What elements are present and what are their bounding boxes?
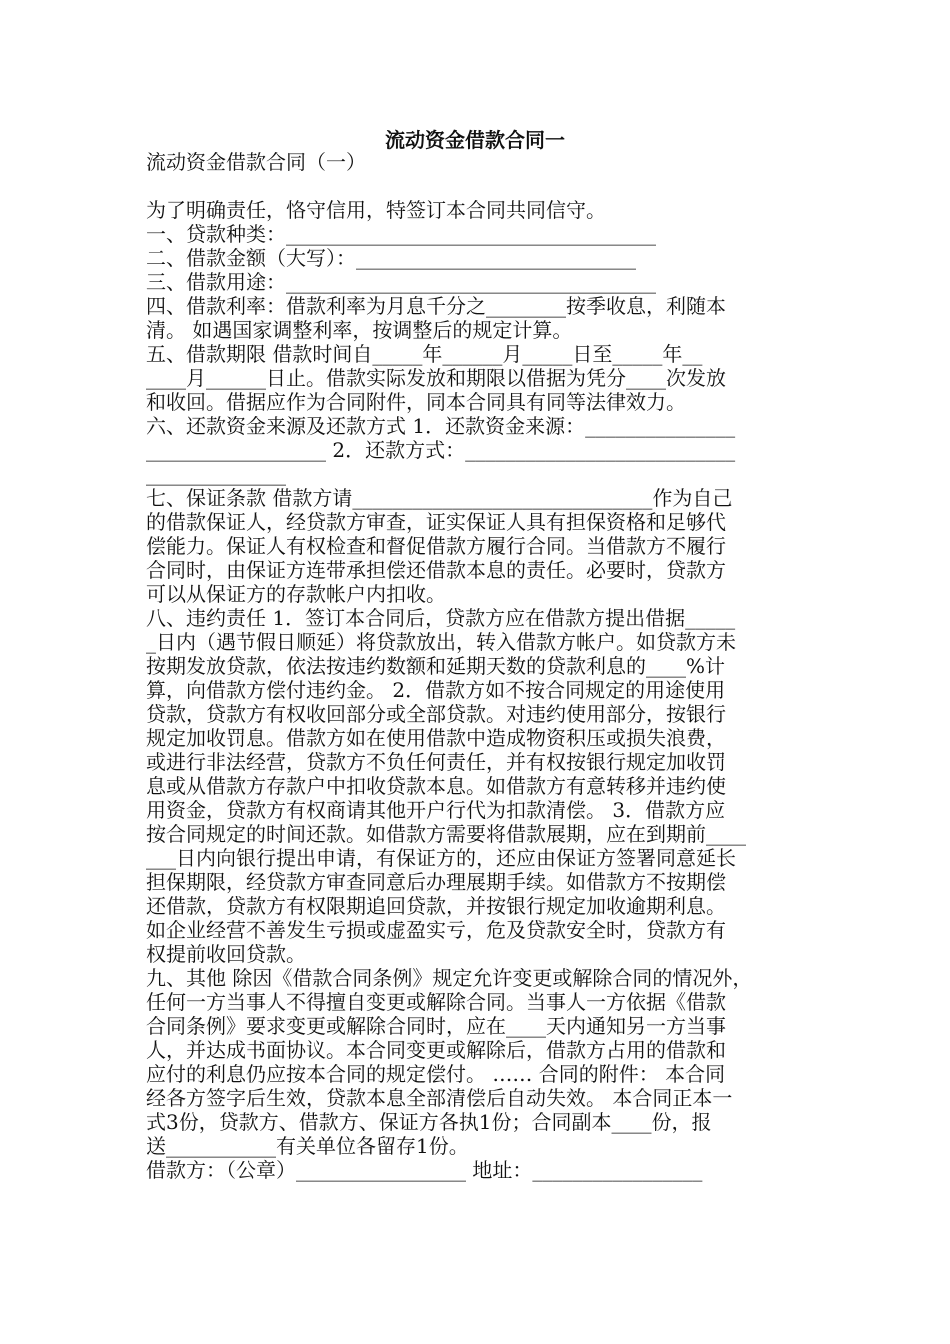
document-line: 人，并达成书面协议。本合同变更或解除后，借款方占用的借款和 [146,1038,726,1062]
document-line [146,174,816,198]
document-line: ____月______日止。借款实际发放和期限以借据为凭分____次发放 [146,366,726,390]
document-line: 经各方签字后生效，贷款本息全部清偿后自动失效。 本合同正本一 [146,1086,733,1110]
document-line: 贷款，贷款方有权收回部分或全部贷款。对违约使用部分，按银行 [146,702,726,726]
document-line: 送___________有关单位各留存1份。 [146,1134,469,1158]
document-line: 流动资金借款合同（一） [146,150,366,174]
document-line: 如企业经营不善发生亏损或虚盈实亏，危及贷款安全时，贷款方有 [146,918,726,942]
document-line: 规定加收罚息。借款方如在使用借款中造成物资积压或损失浪费， [146,726,726,750]
document-line: 的借款保证人，经贷款方审查，证实保证人具有担保资格和足够代 [146,510,726,534]
document-line: 借款方：（公章）_________________ 地址：_________________ [146,1158,703,1182]
document-line: 为了明确责任，恪守信用，特签订本合同共同信守。 [146,198,606,222]
document-line: 用资金，贷款方有权商请其他开户行代为扣款清偿。 3．借款方应 [146,798,726,822]
document-line: 五、借款期限 借款时间自_____年______月_____日至_____年__ [146,342,703,366]
document-line: 任何一方当事人不得擅自变更或解除合同。当事人一方依据《借款 [146,990,726,1014]
document-line: 按期发放贷款，依法按违约数额和延期天数的贷款利息的____%计 [146,654,726,678]
document-line: 权提前收回贷款。 [146,942,306,966]
document-line: 担保期限，经贷款方审查同意后办理展期手续。如借款方不按期偿 [146,870,726,894]
document-line: 息或从借款方存款户中扣收贷款本息。如借款方有意转移并违约使 [146,774,726,798]
document-line: 合同时，由保证方连带承担偿还借款本息的责任。必要时，贷款方 [146,558,726,582]
document-line: 可以从保证方的存款帐户内扣收。 [146,582,446,606]
document-line: ___日内向银行提出申请，有保证方的，还应由保证方签署同意延长 [146,846,736,870]
document-line: 清。 如遇国家调整利率，按调整后的规定计算。 [146,318,573,342]
document-line: 或进行非法经营，贷款方不负任何责任，并有权按银行规定加收罚 [146,750,726,774]
document-line: ______________ [146,462,286,486]
document-line: 算，向借款方偿付违约金。 2．借款方如不按合同规定的用途使用 [146,678,726,702]
document-line: 六、还款资金来源及还款方式 1．还款资金来源：_______________ [146,414,736,438]
document-line: 偿能力。保证人有权检查和督促借款方履行合同。当借款方不履行 [146,534,726,558]
document-line: _日内（遇节假日顺延）将贷款放出，转入借款方帐户。如贷款方未 [146,630,736,654]
document-line: __________________ 2．还款方式：___________________________ [146,438,736,462]
document-line: 九、其他 除因《借款合同条例》规定允许变更或解除合同的情况外， [146,966,753,990]
document-line: 二、借款金额（大写）：____________________________ [146,246,636,270]
document-line: 还借款，贷款方有权限期追回贷款，并按银行规定加收逾期利息。 [146,894,726,918]
document-line: 三、借款用途：_____________________________________ [146,270,656,294]
document-line: 合同条例》要求变更或解除合同时，应在____天内通知另一方当事 [146,1014,726,1038]
document-line: 和收回。借据应作为合同附件，同本合同具有同等法律效力。 [146,390,686,414]
document-line: 式3份，贷款方、借款方、保证方各执1份；合同副本____份，报 [146,1110,712,1134]
document-line: 四、借款利率：借款利率为月息千分之________按季收息，利随本 [146,294,726,318]
document-line: 一、贷款种类：_____________________________________ [146,222,656,246]
document-title: 流动资金借款合同一 [385,128,565,152]
document-line: 按合同规定的时间还款。如借款方需要将借款展期，应在到期前____ [146,822,746,846]
document-line: 八、违约责任 1．签订本合同后，贷款方应在借款方提出借据_____ [146,606,736,630]
document-line: 七、保证条款 借款方请______________________________作为自己 [146,486,733,510]
document-line: 应付的利息仍应按本合同的规定偿付。 …… 合同的附件： 本合同 [146,1062,726,1086]
